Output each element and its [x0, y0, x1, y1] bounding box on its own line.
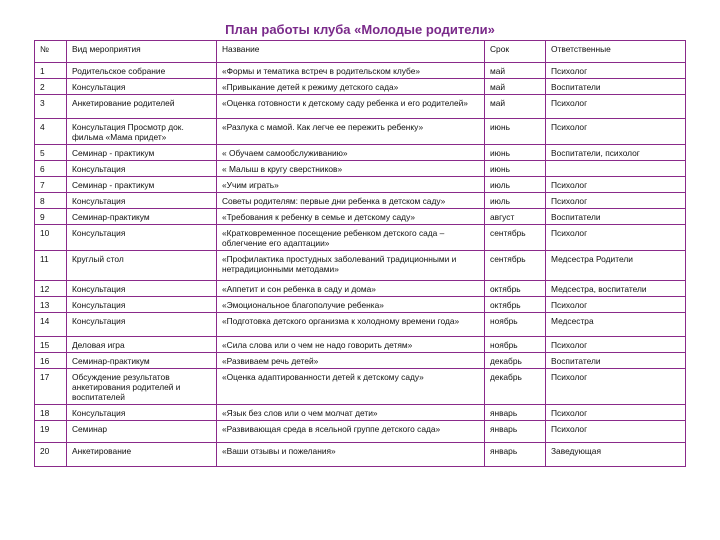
col-header-responsible: Ответственные: [546, 41, 686, 63]
cell-responsible: Медсестра: [546, 313, 686, 337]
cell-number: 10: [35, 225, 67, 251]
col-header-name: Название: [217, 41, 485, 63]
table-row: [35, 313, 686, 337]
cell-number: 18: [35, 405, 67, 421]
cell-number: 4: [35, 119, 67, 145]
cell-name: «Кратковременное посещение ребенком детского сада – облегчение его адаптации»: [217, 225, 485, 251]
cell-number: 20: [35, 443, 67, 467]
cell-name: «Эмоциональное благополучие ребенка»: [217, 297, 485, 313]
page-title: План работы клуба «Молодые родители»: [225, 22, 495, 37]
table-row: [35, 297, 686, 313]
table-row: [35, 193, 686, 209]
cell-number: 15: [35, 337, 67, 353]
cell-name: «Требования к ребенку в семье и детскому саду»: [217, 209, 485, 225]
cell-type: Обсуждение результатов анкетирования родителей и воспитателей: [67, 369, 217, 405]
cell-responsible: Психолог: [546, 119, 686, 145]
cell-term: сентябрь: [485, 225, 546, 251]
cell-name: «Формы и тематика встреч в родительском клубе»: [217, 63, 485, 79]
cell-name: «Подготовка детского организма к холодному времени года»: [217, 313, 485, 337]
cell-name: «Ваши отзывы и пожелания»: [217, 443, 485, 467]
cell-name: « Малыш в кругу сверстников»: [217, 161, 485, 177]
cell-responsible: Психолог: [546, 337, 686, 353]
cell-name: «Развивающая среда в ясельной группе детского сада»: [217, 421, 485, 443]
cell-term: январь: [485, 421, 546, 443]
cell-term: октябрь: [485, 281, 546, 297]
cell-number: 6: [35, 161, 67, 177]
cell-type: Консультация: [67, 281, 217, 297]
cell-responsible: Психолог: [546, 297, 686, 313]
table-row: [35, 421, 686, 443]
cell-responsible: Психолог: [546, 177, 686, 193]
table-row: [35, 251, 686, 281]
cell-type: Круглый стол: [67, 251, 217, 281]
cell-term: июнь: [485, 119, 546, 145]
cell-term: ноябрь: [485, 313, 546, 337]
cell-type: Консультация: [67, 405, 217, 421]
cell-type: Консультация: [67, 297, 217, 313]
cell-term: ноябрь: [485, 337, 546, 353]
cell-type: Семинар - практикум: [67, 177, 217, 193]
cell-term: июль: [485, 193, 546, 209]
col-header-number: №: [35, 41, 67, 63]
cell-responsible: [546, 161, 686, 177]
cell-name: «Привыкание детей к режиму детского сада»: [217, 79, 485, 95]
table-row: [35, 369, 686, 405]
cell-type: Консультация: [67, 225, 217, 251]
cell-type: Консультация: [67, 79, 217, 95]
cell-type: Консультация: [67, 193, 217, 209]
cell-responsible: Психолог: [546, 369, 686, 405]
cell-responsible: Медсестра, воспитатели: [546, 281, 686, 297]
col-header-term: Срок: [485, 41, 546, 63]
cell-term: октябрь: [485, 297, 546, 313]
cell-name: «Сила слова или о чем не надо говорить детям»: [217, 337, 485, 353]
cell-type: Семинар-практикум: [67, 209, 217, 225]
cell-term: сентябрь: [485, 251, 546, 281]
cell-responsible: Воспитатели: [546, 209, 686, 225]
cell-term: июль: [485, 177, 546, 193]
cell-term: август: [485, 209, 546, 225]
cell-type: Анкетирование: [67, 443, 217, 467]
table-row: [35, 225, 686, 251]
table-row: [35, 119, 686, 145]
cell-number: 7: [35, 177, 67, 193]
cell-type: Семинар - практикум: [67, 145, 217, 161]
cell-name: «Учим играть»: [217, 177, 485, 193]
table-header-row: [35, 41, 686, 63]
table-row: [35, 177, 686, 193]
cell-number: 1: [35, 63, 67, 79]
cell-type: Семинар-практикум: [67, 353, 217, 369]
cell-number: 16: [35, 353, 67, 369]
cell-type: Деловая игра: [67, 337, 217, 353]
cell-name: «Аппетит и сон ребенка в саду и дома»: [217, 281, 485, 297]
cell-name: «Разлука с мамой. Как легче ее пережить ребенку»: [217, 119, 485, 145]
cell-type: Родительское собрание: [67, 63, 217, 79]
table-row: [35, 443, 686, 467]
plan-table: [34, 40, 686, 467]
cell-term: июнь: [485, 161, 546, 177]
cell-type: Консультация Просмотр док. фильма «Мама придет»: [67, 119, 217, 145]
cell-responsible: Воспитатели: [546, 353, 686, 369]
cell-type: Анкетирование родителей: [67, 95, 217, 119]
cell-type: Консультация: [67, 161, 217, 177]
cell-responsible: Медсестра Родители: [546, 251, 686, 281]
table-row: [35, 79, 686, 95]
col-header-type: Вид мероприятия: [67, 41, 217, 63]
cell-name: «Язык без слов или о чем молчат дети»: [217, 405, 485, 421]
cell-responsible: Заведующая: [546, 443, 686, 467]
cell-type: Семинар: [67, 421, 217, 443]
table-row: [35, 405, 686, 421]
cell-number: 19: [35, 421, 67, 443]
cell-term: январь: [485, 443, 546, 467]
cell-type: Консультация: [67, 313, 217, 337]
cell-term: декабрь: [485, 369, 546, 405]
cell-responsible: Психолог: [546, 421, 686, 443]
table-row: [35, 161, 686, 177]
cell-number: 14: [35, 313, 67, 337]
table-row: [35, 209, 686, 225]
cell-number: 8: [35, 193, 67, 209]
cell-number: 3: [35, 95, 67, 119]
table-row: [35, 63, 686, 79]
cell-number: 5: [35, 145, 67, 161]
table-row: [35, 281, 686, 297]
cell-term: май: [485, 63, 546, 79]
cell-term: июнь: [485, 145, 546, 161]
table-row: [35, 353, 686, 369]
cell-term: май: [485, 95, 546, 119]
cell-number: 12: [35, 281, 67, 297]
cell-responsible: Воспитатели: [546, 79, 686, 95]
cell-responsible: Психолог: [546, 95, 686, 119]
cell-number: 17: [35, 369, 67, 405]
cell-name: «Оценка готовности к детскому саду ребенка и его родителей»: [217, 95, 485, 119]
cell-term: январь: [485, 405, 546, 421]
cell-responsible: Психолог: [546, 405, 686, 421]
cell-responsible: Психолог: [546, 63, 686, 79]
cell-term: декабрь: [485, 353, 546, 369]
table-row: [35, 95, 686, 119]
table-row: [35, 145, 686, 161]
cell-number: 13: [35, 297, 67, 313]
table-row: [35, 337, 686, 353]
cell-responsible: Психолог: [546, 193, 686, 209]
cell-responsible: Психолог: [546, 225, 686, 251]
cell-name: Советы родителям: первые дни ребенка в детском саду»: [217, 193, 485, 209]
cell-term: май: [485, 79, 546, 95]
cell-name: « Обучаем самообслуживанию»: [217, 145, 485, 161]
cell-number: 11: [35, 251, 67, 281]
cell-name: «Оценка адаптированности детей к детскому саду»: [217, 369, 485, 405]
cell-responsible: Воспитатели, психолог: [546, 145, 686, 161]
cell-name: «Профилактика простудных заболеваний традиционными и нетрадиционными методами»: [217, 251, 485, 281]
cell-number: 2: [35, 79, 67, 95]
cell-number: 9: [35, 209, 67, 225]
cell-name: «Развиваем речь детей»: [217, 353, 485, 369]
